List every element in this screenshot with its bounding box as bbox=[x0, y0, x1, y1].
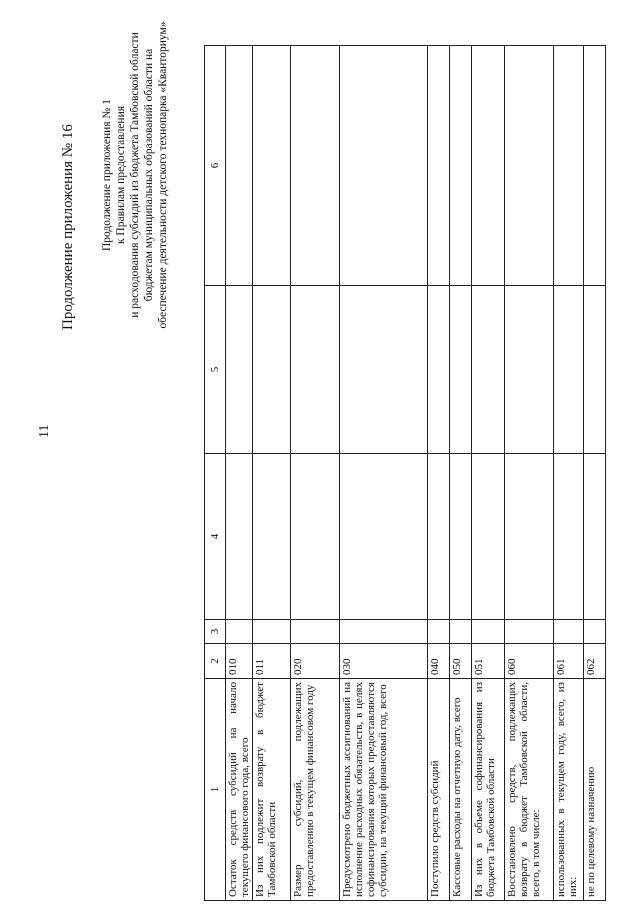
empty-cell bbox=[291, 46, 340, 286]
empty-cell bbox=[450, 620, 472, 644]
row-name: Остаток средств субсидий на начало текущего финансового года, всего bbox=[226, 679, 253, 901]
empty-cell bbox=[472, 454, 505, 620]
table-row bbox=[505, 46, 554, 901]
empty-cell bbox=[340, 46, 428, 286]
row-name: Из них подлежит возврату в бюджет Тамбовской области bbox=[253, 679, 291, 901]
row-code: 010 bbox=[226, 644, 253, 679]
table-row bbox=[584, 46, 606, 901]
empty-cell bbox=[428, 620, 450, 644]
row-code: 060 bbox=[505, 644, 554, 679]
column-number: 6 bbox=[205, 46, 226, 286]
row-code: 011 bbox=[253, 644, 291, 679]
empty-cell bbox=[505, 46, 554, 286]
empty-cell bbox=[554, 286, 584, 454]
empty-cell bbox=[428, 286, 450, 454]
empty-cell bbox=[253, 286, 291, 454]
column-number: 5 bbox=[205, 286, 226, 454]
page-number: 11 bbox=[37, 424, 52, 438]
empty-cell bbox=[340, 286, 428, 454]
empty-cell bbox=[428, 454, 450, 620]
column-number: 4 bbox=[205, 454, 226, 620]
row-name: Кассовые расходы на отчетную дату, всего bbox=[450, 679, 472, 901]
empty-cell bbox=[450, 286, 472, 454]
header-line: к Правилам предоставления bbox=[115, 105, 127, 245]
empty-cell bbox=[505, 454, 554, 620]
empty-cell bbox=[505, 286, 554, 454]
empty-cell bbox=[253, 46, 291, 286]
row-code: 020 bbox=[291, 644, 340, 679]
header-line: Продолжение приложения № 1 bbox=[101, 98, 113, 252]
column-number: 3 bbox=[205, 620, 226, 644]
empty-cell bbox=[450, 454, 472, 620]
empty-cell bbox=[340, 454, 428, 620]
empty-cell bbox=[253, 620, 291, 644]
empty-cell bbox=[291, 286, 340, 454]
empty-cell bbox=[340, 620, 428, 644]
empty-cell bbox=[554, 454, 584, 620]
empty-cell bbox=[472, 46, 505, 286]
empty-cell bbox=[554, 620, 584, 644]
table-row bbox=[428, 46, 450, 901]
empty-cell bbox=[584, 454, 606, 620]
column-number-row bbox=[205, 46, 226, 901]
empty-cell bbox=[226, 454, 253, 620]
table-row bbox=[554, 46, 584, 901]
row-name: Предусмотрено бюджетных ассигнований на исполнение расходных обязательств, в целях софинансирования которых предоставляются субсидии, на текущий финансовый год, всего bbox=[340, 679, 428, 901]
table-row bbox=[226, 46, 253, 901]
row-name: Поступило средств субсидий bbox=[428, 679, 450, 901]
empty-cell bbox=[584, 620, 606, 644]
row-code: 061 bbox=[554, 644, 584, 679]
empty-cell bbox=[226, 46, 253, 286]
empty-cell bbox=[226, 286, 253, 454]
column-number: 1 bbox=[205, 679, 226, 901]
table-row bbox=[472, 46, 505, 901]
empty-cell bbox=[253, 454, 291, 620]
empty-cell bbox=[472, 286, 505, 454]
empty-cell bbox=[505, 620, 554, 644]
header-line: и расходования субсидий из бюджета Тамбовской области bbox=[129, 32, 141, 318]
row-name: не по целевому назначению bbox=[584, 679, 606, 901]
empty-cell bbox=[584, 286, 606, 454]
column-number: 2 bbox=[205, 644, 226, 679]
row-name: использованных в текущем году, всего, из них: bbox=[554, 679, 584, 901]
empty-cell bbox=[291, 454, 340, 620]
empty-cell bbox=[450, 46, 472, 286]
table-row bbox=[450, 46, 472, 901]
row-code: 062 bbox=[584, 644, 606, 679]
row-code: 051 bbox=[472, 644, 505, 679]
empty-cell bbox=[584, 46, 606, 286]
row-code: 040 bbox=[428, 644, 450, 679]
row-code: 030 bbox=[340, 644, 428, 679]
appendix-title: Продолжение приложения № 16 bbox=[60, 124, 76, 330]
row-name: Размер субсидий, подлежащих предоставлению в текущем финансовом году bbox=[291, 679, 340, 901]
empty-cell bbox=[554, 46, 584, 286]
empty-cell bbox=[472, 620, 505, 644]
row-code: 050 bbox=[450, 644, 472, 679]
row-name: Из них в объеме софинансирования из бюджета Тамбовской области bbox=[472, 679, 505, 901]
row-name: Восстановлено средств, подлежащих возврату в бюджет Тамбовской области, всего, в том числе: bbox=[505, 679, 554, 901]
report-table bbox=[204, 45, 606, 901]
table-row bbox=[291, 46, 340, 901]
empty-cell bbox=[291, 620, 340, 644]
header-line: бюджетам муниципальных образований области на bbox=[143, 48, 155, 302]
table-row bbox=[340, 46, 428, 901]
empty-cell bbox=[428, 46, 450, 286]
empty-cell bbox=[226, 620, 253, 644]
header-line: обеспечение деятельности детского технопарка «Кванториум» bbox=[157, 21, 169, 329]
table-row bbox=[253, 46, 291, 901]
